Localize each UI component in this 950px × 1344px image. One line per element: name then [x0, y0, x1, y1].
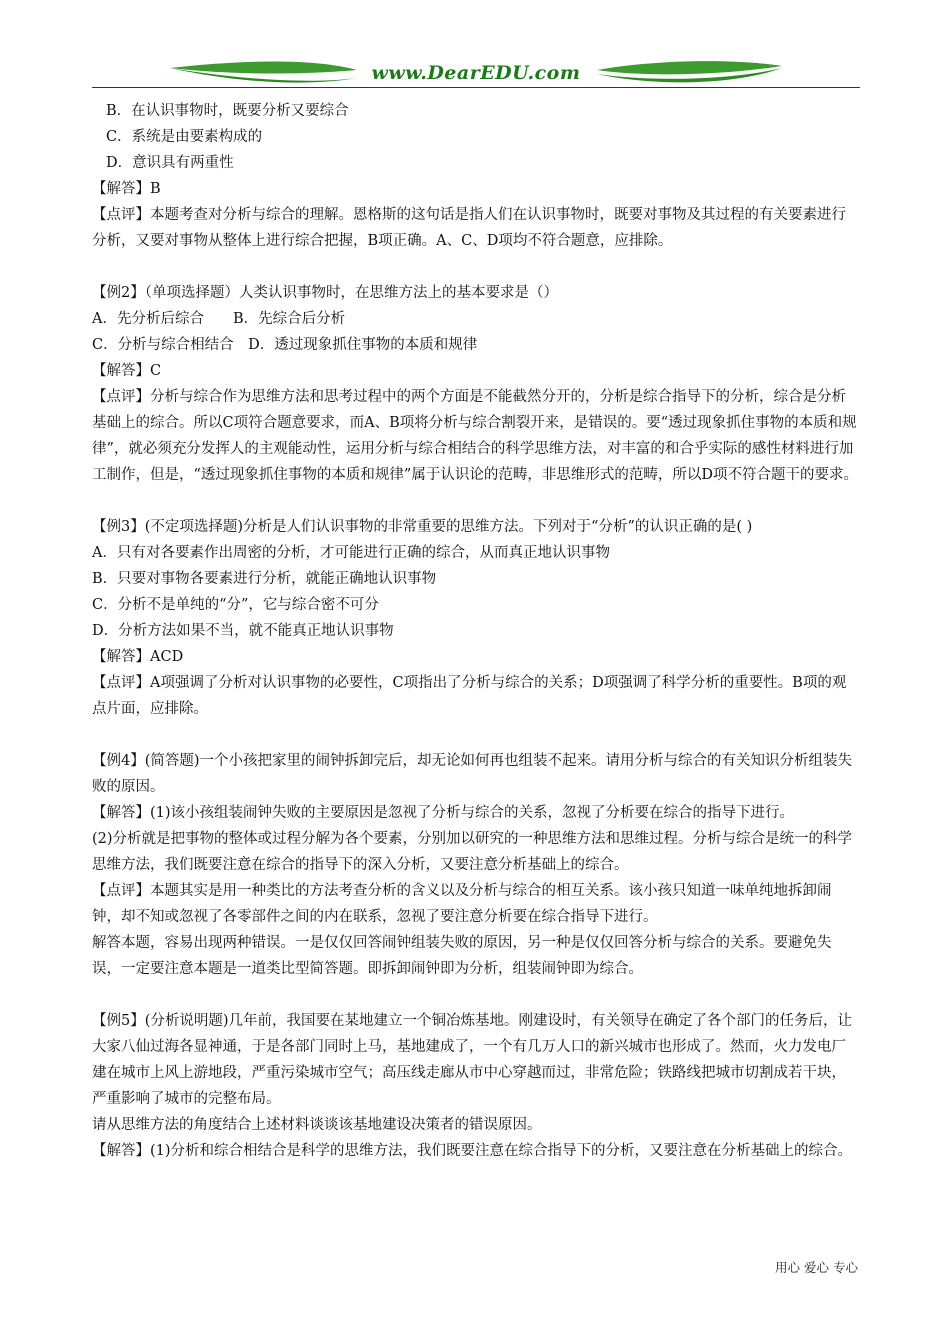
- paragraph: 【例4】(简答题)一个小孩把家里的闹钟拆卸完后，却无论如何再也组装不起来。请用分析与综合的有关知识分析组装失败的原因。: [92, 753, 853, 795]
- paragraph: (2)分析就是把事物的整体或过程分解为各个要素，分别加以研究的一种思维方法和思维过程。分析与综合是统一的科学思维方法，我们既要注意在综合的指导下的深入分析，又要注意分析基础上的综合。: [92, 831, 853, 873]
- document-body: [92, 98, 860, 1164]
- paragraph: 【点评】A项强调了分析对认识事物的必要性，C项指出了分析与综合的关系；D项强调了科学分析的重要性。B项的观点片面，应排除。: [92, 675, 847, 717]
- paragraph: A．先分析后综合 B．先综合后分析: [92, 311, 346, 327]
- paragraph-gap: [92, 982, 860, 1008]
- site-header: [92, 56, 860, 96]
- paragraph: 【解答】B: [92, 181, 161, 197]
- paragraph: C．分析与综合相结合 D．透过现象抓住事物的本质和规律: [92, 337, 478, 353]
- site-logo-text: www.DearEDU.com: [371, 62, 581, 84]
- paragraph: 解答本题，容易出现两种错误。一是仅仅回答闹钟组装失败的原因，另一种是仅仅回答分析与综合的关系。要避免失误，一定要注意本题是一道类比型简答题。即拆卸闹钟即为分析，组装闹钟即为综合。: [92, 935, 832, 977]
- paragraph: B．在认识事物时，既要分析又要综合: [106, 103, 349, 119]
- paragraph: 【解答】C: [92, 363, 162, 379]
- paragraph: D．意识具有两重性: [106, 155, 234, 171]
- paragraph: 【点评】分析与综合作为思维方法和思考过程中的两个方面是不能截然分开的，分析是综合指导下的分析，综合是分析基础上的综合。所以C项符合题意要求，而A、B项将分析与综合割裂开来，是错误的。要“透过现象抓住事物的本质和规律”，就必须充分发挥人的主观能动性，运用分析与综合相结合的科学思维方法，对丰富的和合乎实际的感性材料进行加工制作，但是，“透过现象抓住事物的本质和规律”属于认识论的范畴，非思维形式的范畴，所以D项不符合题干的要求。: [92, 389, 858, 483]
- paragraph: 【解答】(1)分析和综合相结合是科学的思维方法，我们既要注意在综合指导下的分析，又要注意在分析基础上的综合。: [92, 1143, 853, 1159]
- header-rule: [92, 87, 860, 88]
- paragraph: 【解答】(1)该小孩组装闹钟失败的主要原因是忽视了分析与综合的关系，忽视了分析要在综合的指导下进行。: [92, 805, 795, 821]
- paragraph-gap: [92, 722, 860, 748]
- paragraph: B．只要对事物各要素进行分析，就能正确地认识事物: [92, 571, 437, 587]
- paragraph: 【例3】(不定项选择题)分析是人们认识事物的非常重要的思维方法。下列对于“分析”的认识正确的是( ): [92, 519, 753, 535]
- paragraph: 【点评】本题其实是用一种类比的方法考查分析的含义以及分析与综合的相互关系。该小孩只知道一味单纯地拆卸闹钟，却不知或忽视了各零部件之间的内在联系，忽视了要注意分析要在综合指导下进行。: [92, 883, 832, 925]
- paragraph-gap: [92, 488, 860, 514]
- paragraph: 请从思维方法的角度结合上述材料谈谈该基地建设决策者的错误原因。: [92, 1117, 542, 1133]
- paragraph: D．分析方法如果不当，就不能真正地认识事物: [92, 623, 394, 639]
- paragraph: A．只有对各要素作出周密的分析，才可能进行正确的综合，从而真正地认识事物: [92, 545, 610, 561]
- footer-text: 用心 爱心 专心: [775, 1260, 858, 1275]
- paragraph: 【例2】（单项选择题）人类认识事物时，在思维方法上的基本要求是（）: [92, 285, 558, 301]
- paragraph-gap: [92, 254, 860, 280]
- paragraph: 【解答】ACD: [92, 649, 184, 665]
- paragraph: C．分析不是单纯的“分”，它与综合密不可分: [92, 597, 379, 613]
- paragraph: 【例5】(分析说明题)几年前，我国要在某地建立一个铜冶炼基地。刚建设时，有关领导在确定了各个部门的任务后，让大家八仙过海各显神通，于是各部门同时上马，基地建成了，一个有几万人口的新兴城市也形成了。然而，火力发电厂建在城市上风上游地段，严重污染城市空气；高压线走廊从市中心穿越而过，非常危险；铁路线把城市切割成若干块，严重影响了城市的完整布局。: [92, 1013, 853, 1107]
- paragraph: 【点评】本题考查对分析与综合的理解。恩格斯的这句话是指人们在认识事物时，既要对事物及其过程的有关要素进行分析，又要对事物从整体上进行综合把握，B项正确。A、C、D项均不符合题意，应排除。: [92, 207, 846, 249]
- paragraph: C．系统是由要素构成的: [106, 129, 263, 145]
